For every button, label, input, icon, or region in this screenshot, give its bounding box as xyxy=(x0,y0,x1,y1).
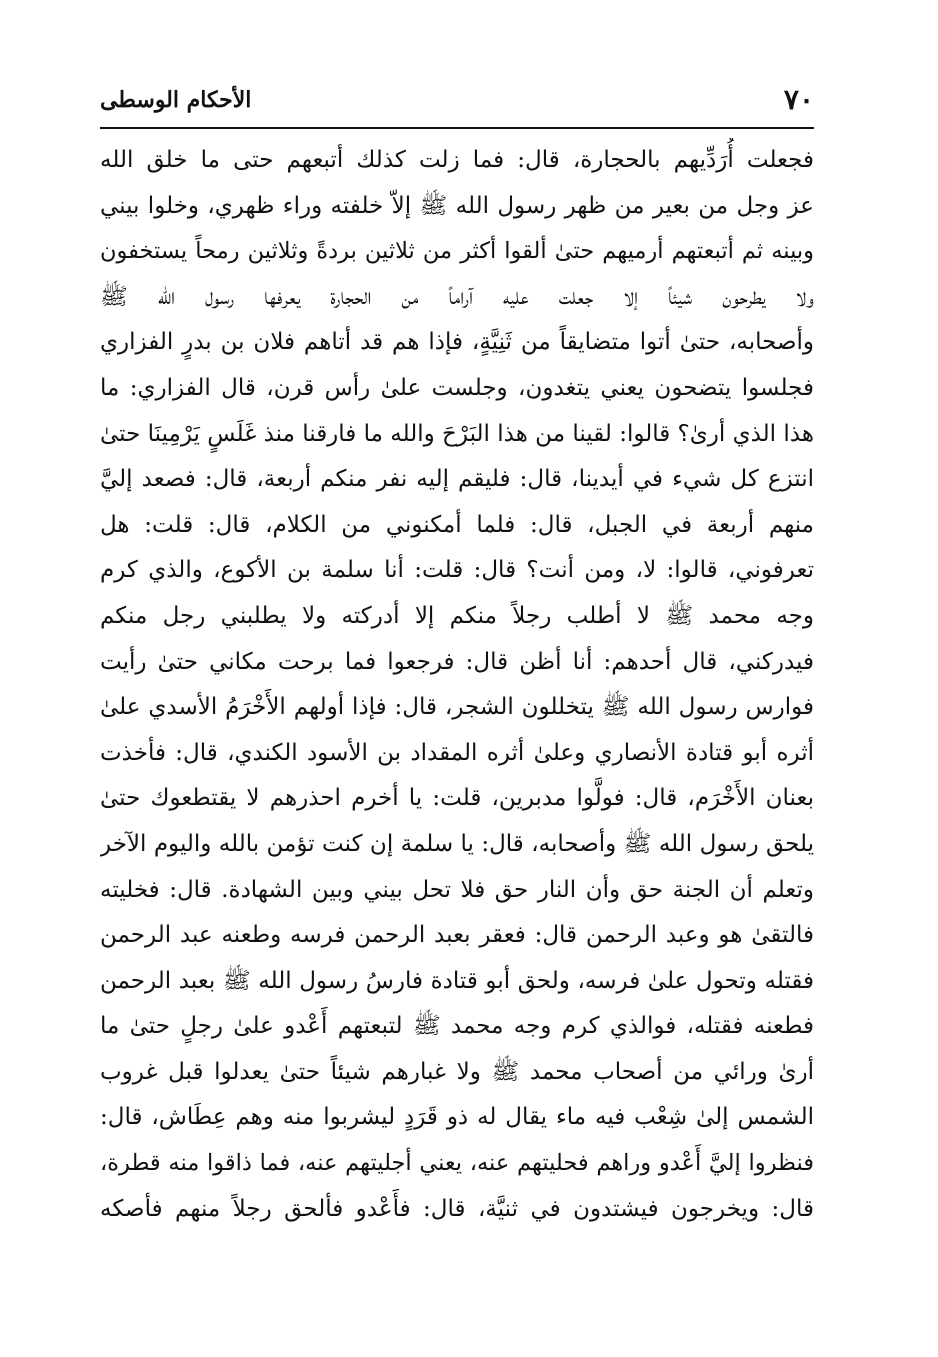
text-line: ولا يطرحون شيئاً إلا جعلت عليه آراماً من الحجارة يعرفها رسول الله ﷺ xyxy=(100,283,814,310)
text-line: الشمس إلىٰ شِعْب فيه ماء يقال له ذو قَرَدٍ ليشربوا منه وهم عِطَاش، قال: xyxy=(100,1104,814,1131)
text-line: أثره أبو قتادة الأنصاري وعلىٰ أثره المقداد بن الأسود الكندي، قال: فأخذت xyxy=(100,739,814,766)
text-line: وتعلم أن الجنة حق وأن النار حق فلا تحل بيني وبين الشهادة. قال: فخليته xyxy=(100,876,814,903)
text-line: بعنان الأَخْرَم، قال: فولَّوا مدبرين، قلت: يا أخرم احذرهم لا يقتطعوك حتىٰ xyxy=(100,785,814,812)
text-line: عز وجل من بعير من ظهر رسول الله ﷺ إلاّ خلفته وراء ظهري، وخلوا بيني xyxy=(100,192,814,219)
text-line: وأصحابه، حتىٰ أتوا متضايقاً من ثَنِيَّةٍ، فإذا هم قد أتاهم فلان بن بدرٍ الفزاري xyxy=(100,329,814,356)
body-text xyxy=(100,138,814,1232)
text-line: فالتقىٰ هو وعبد الرحمن قال: فعقر بعبد الرحمن فرسه وطعنه عبد الرحمن xyxy=(100,922,814,949)
text-line: وبينه ثم أتبعتهم أرميهم حتىٰ ألقوا أكثر من ثلاثين بردةً وثلاثين رمحاً يستخفون xyxy=(100,238,814,265)
text-line: وجه محمد ﷺ لا أطلب رجلاً منكم إلا أدركته ولا يطلبني رجل منكم xyxy=(100,602,814,629)
text-line: فجعلت أُرَدِّيهم بالحجارة، قال: فما زلت كذلك أتبعهم حتى ما خلق الله xyxy=(100,147,814,173)
header-divider xyxy=(100,127,814,129)
text-line: فطعنه فقتله، فوالذي كرم وجه محمد ﷺ لتبعتهم أَعْدو علىٰ رجلٍ حتىٰ ما xyxy=(100,1013,814,1040)
text-line: يلحق رسول الله ﷺ وأصحابه، قال: يا سلمة إن كنت تؤمن بالله واليوم الآخر xyxy=(100,830,814,857)
page-number: ٧٠ xyxy=(783,83,814,116)
text-line: فيدركني، قال أحدهم: أنا أظن قال: فرجعوا فما برحت مكاني حتىٰ رأيت xyxy=(100,648,814,675)
text-line: انتزع كل شيء في أيدينا، قال: فليقم إليه نفر منكم أربعة، قال: فصعد إليَّ xyxy=(100,466,814,493)
text-line: قال: ويخرجون فيشتدون في ثنيَّة، قال: فأَعْدو فألحق رجلاً منهم فأصكه xyxy=(100,1195,814,1222)
text-line: فنظروا إليَّ أَعْدو وراهم فحليتهم عنه، يعني أجليتهم عنه، فما ذاقوا منه قطرة، xyxy=(100,1150,814,1177)
book-title: الأحكام الوسطى xyxy=(100,87,252,113)
running-header xyxy=(100,80,814,120)
text-line: أرىٰ ورائي من أصحاب محمد ﷺ ولا غبارهم شيئاً حتىٰ يعدلوا قبل غروب xyxy=(100,1058,814,1085)
text-line: فوارس رسول الله ﷺ يتخللون الشجر، قال: فإذا أولهم الأَخْرَمُ الأسدي علىٰ xyxy=(100,694,814,721)
text-line: تعرفوني، قالوا: لا، ومن أنت؟ قال: قلت: أنا سلمة بن الأكوع، والذي كرم xyxy=(100,557,814,584)
text-line: هذا الذي أرىٰ؟ قالوا: لقينا من هذا البَرْحَ والله ما فارقنا منذ غَلَسٍ يَرْمِينَا حتىٰ xyxy=(100,420,814,447)
text-line: منهم أربعة في الجبل، قال: فلما أمكنوني من الكلام، قال: قلت: هل xyxy=(100,511,814,538)
text-line: فقتله وتحول علىٰ فرسه، ولحق أبو قتادة فارسُ رسول الله ﷺ بعبد الرحمن xyxy=(100,967,814,994)
text-line: فجلسوا يتضحون يعني يتغدون، وجلست علىٰ رأس قرن، قال الفزاري: ما xyxy=(100,374,814,401)
